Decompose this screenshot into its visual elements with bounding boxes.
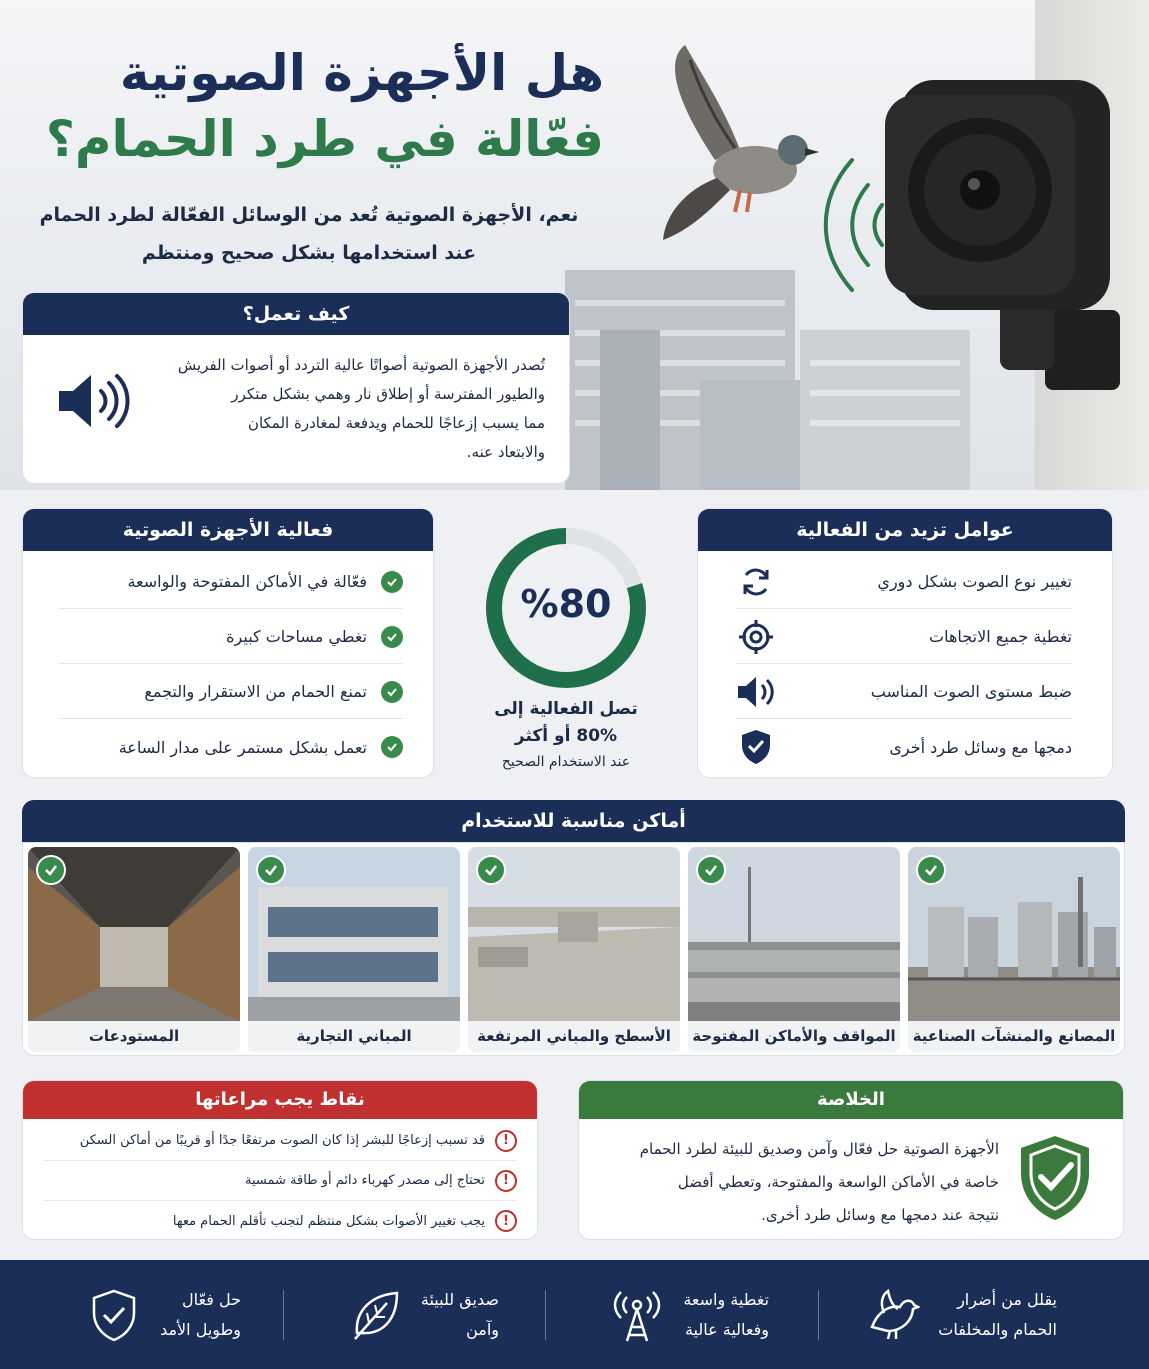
volume-icon [736,672,776,712]
pigeon-illustration [655,40,825,250]
warning-item [43,1161,517,1201]
warning-label: قد تسبب إزعاجًا للبشر إذا كان الصوت مرتفعًا جدًا أو قريبًا من أماكن السكن [79,1133,485,1148]
summary-line: الأجهزة الصوتية حل فعّال وآمن وصديق للبيئة لطرد الحمام [639,1140,999,1158]
effectiveness-label: تغطي مساحات كبيرة [226,627,367,646]
footer-line: وفعالية عالية [684,1320,769,1339]
check-icon [476,855,506,885]
footer-line: وطويل الأمد [160,1320,241,1339]
factor-item [736,665,1072,719]
gauge-caption-line-3: عند الاستخدام الصحيح [501,754,631,770]
place-card-factory [908,847,1120,1052]
summary-line: نتيجة عند دمجها مع وسائل طرد أخرى. [761,1206,999,1224]
footer-line: الحمام والمخلفات [938,1320,1057,1339]
place-label: المصانع والمنشآت الصناعية [912,1027,1116,1045]
page-title [44,40,604,172]
place-card-commercial [248,847,460,1052]
factor-label: ضبط مستوى الصوت المناسب [870,682,1072,701]
footer-divider [818,1290,819,1340]
check-icon [381,626,403,648]
subtitle-line-1: نعم، الأجهزة الصوتية تُعد من الوسائل الفعّالة لطرد الحمام [39,204,579,226]
shield-check-icon [736,727,776,767]
check-icon [381,736,403,758]
effectiveness-label: فعّالة في الأماكن المفتوحة والواسعة [127,572,367,591]
factors-card [697,508,1113,778]
footer-line: تغطية واسعة [683,1290,769,1309]
factor-item [736,720,1072,774]
footer-item [864,1280,1057,1350]
shield-check-icon [1015,1133,1095,1223]
warning-item [43,1201,517,1240]
how-line: تُصدر الأجهزة الصوتية أصواتًا عالية التردد أو أصوات الفريش [177,356,545,374]
subtitle-line-2: عند استخدامها بشكل صحيح ومنتظم [141,242,477,264]
warning-label: تحتاج إلى مصدر كهرباء دائم أو طاقة شمسية [245,1173,485,1188]
how-line: مما يسبب إزعاجًا للحمام ويدفعة لمغادرة المكان [247,414,545,432]
place-label: الأسطح والمباني المرتفعة [477,1027,671,1045]
footer-line: حل فعّال [182,1290,241,1309]
effectiveness-item [59,610,403,664]
title-line-1: هل الأجهزة الصوتية [119,44,604,102]
subtitle [29,196,589,272]
gauge-caption [458,696,674,774]
effectiveness-item [59,555,403,609]
place-card-parking [688,847,900,1052]
footer-line: صديق للبيئة [420,1290,499,1309]
shield-check-icon [86,1287,142,1343]
footer-text [683,1285,769,1345]
check-icon [36,855,66,885]
gauge-caption-line-2: 80% أو أكثر [514,726,618,746]
title-line-2: فعّالة في طرد الحمام؟ [45,110,604,168]
speaker-icon [55,371,135,431]
footer-text [160,1285,241,1345]
effectiveness-label: تمنع الحمام من الاستقرار والتجمع [144,682,367,701]
how-line: والابتعاد عنه. [466,443,545,461]
effectiveness-item [59,720,403,774]
target-icon [736,617,776,657]
factor-label: تغطية جميع الاتجاهات [929,627,1072,646]
footer-line: وآمن [466,1320,499,1339]
how-line: والطيور المفترسة أو إطلاق نار وهمي بشكل متكرر [231,385,545,403]
places-panel [22,842,1125,1056]
refresh-icon [736,562,776,602]
how-it-works-title: كيف تعمل؟ [23,293,569,335]
effectiveness-title: فعالية الأجهزة الصوتية [23,509,433,551]
check-icon [916,855,946,885]
effectiveness-card [22,508,434,778]
factor-item [736,610,1072,664]
gauge-caption-line-1: تصل الفعالية إلى [494,699,638,719]
place-card-warehouse [28,847,240,1052]
warnings-title: نقاط يجب مراعاتها [23,1081,537,1119]
footer-bar [0,1260,1149,1369]
footer-item [86,1280,241,1350]
factor-item [736,555,1072,609]
check-icon [381,571,403,593]
pigeon-icon [864,1287,920,1343]
effectiveness-item [59,665,403,719]
place-card-rooftop [468,847,680,1052]
place-label: المواقف والأماكن المفتوحة [692,1027,896,1045]
how-it-works-text [145,351,545,467]
factors-title: عوامل تزيد من الفعالية [698,509,1112,551]
footer-item [609,1280,769,1350]
footer-text [938,1285,1057,1345]
check-icon [696,855,726,885]
places-title: أماكن مناسبة للاستخدام [22,800,1125,842]
warning-label: يجب تغيير الأصوات بشكل منتظم لتجنب تأقلم الحمام معها [172,1213,485,1229]
place-label: المستودعات [88,1027,180,1045]
leaf-icon [347,1287,403,1343]
background-building [600,330,660,490]
summary-line: خاصة في الأماكن الواسعة والمفتوحة، وتعطي أفضل [677,1173,999,1191]
footer-text [421,1285,499,1345]
check-icon [381,681,403,703]
how-it-works-card [22,292,570,484]
footer-item [347,1280,499,1350]
footer-divider [283,1290,284,1340]
warning-item [43,1121,517,1161]
factor-label: تغيير نوع الصوت بشكل دوري [877,572,1072,591]
check-icon [256,855,286,885]
antenna-icon [609,1287,665,1343]
summary-title: الخلاصة [579,1081,1123,1119]
footer-line: يقلل من أضرار [957,1290,1057,1309]
alert-icon: ! [495,1170,517,1192]
alert-icon: ! [495,1130,517,1152]
gauge-value: %80 [520,582,612,626]
factor-label: دمجها مع وسائل طرد أخرى [889,737,1072,757]
footer-divider [545,1290,546,1340]
summary-card [578,1080,1124,1240]
speaker-device [880,60,1130,420]
effectiveness-label: تعمل بشكل مستمر على مدار الساعة [118,737,367,757]
place-label: المباني التجارية [296,1027,412,1045]
alert-icon: ! [495,1210,517,1232]
warnings-card [22,1080,538,1240]
summary-text [589,1133,999,1232]
